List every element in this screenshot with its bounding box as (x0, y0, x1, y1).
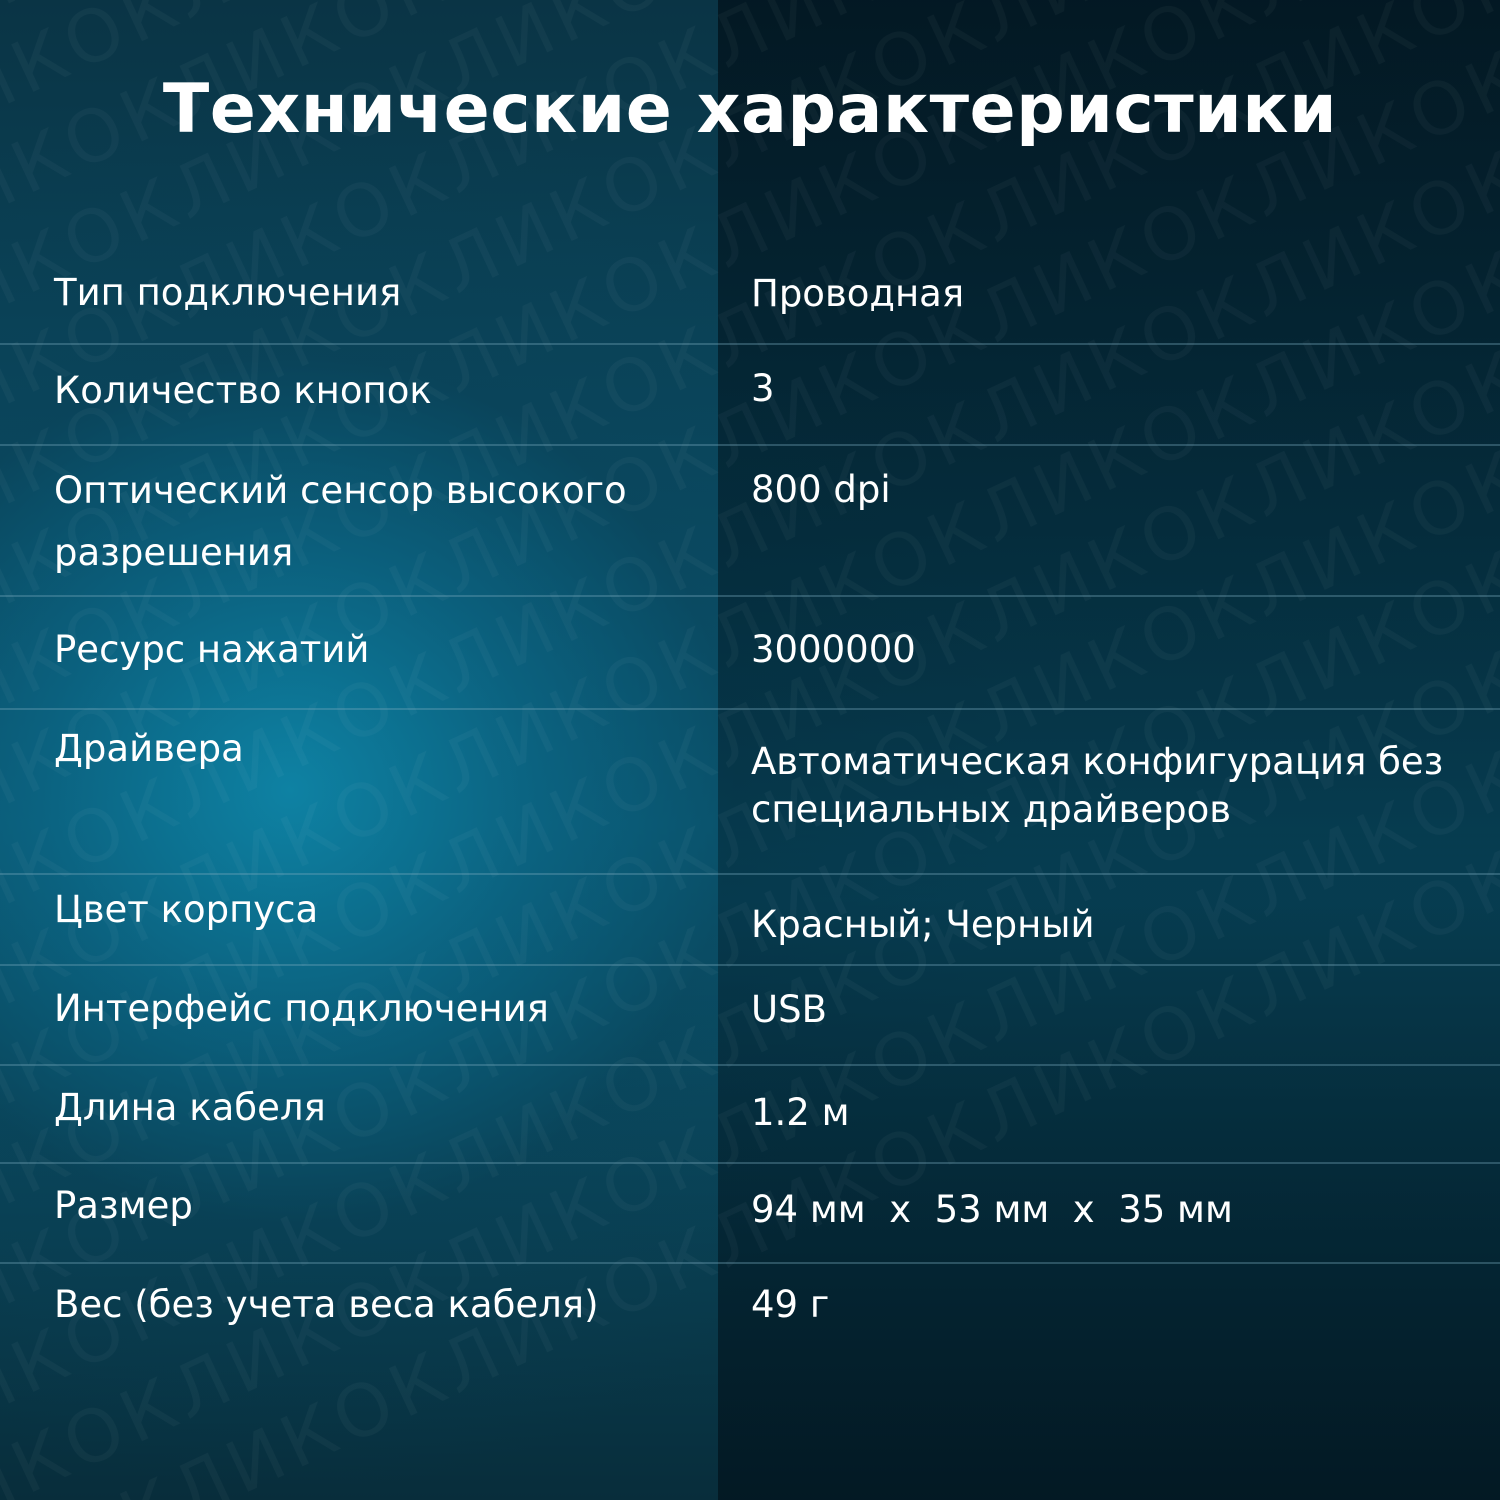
spec-value: 1.2 м (751, 1091, 850, 1134)
spec-label: Цвет корпуса (54, 888, 319, 931)
spec-label: Тип подключения (54, 271, 402, 314)
spec-value: 49 г (751, 1283, 830, 1326)
row-divider (0, 708, 1500, 710)
spec-value: Красный; Черный (751, 903, 1095, 946)
row-divider (0, 873, 1500, 875)
spec-value: 800 dpi (751, 468, 891, 511)
spec-value: 94 мм x 53 мм x 35 мм (751, 1188, 1233, 1231)
spec-label: Вес (без учета веса кабеля) (54, 1283, 599, 1326)
spec-label: Драйвера (54, 727, 244, 770)
spec-value: 3000000 (751, 628, 916, 671)
page-title: Технические характеристики (162, 70, 1338, 149)
row-divider (0, 595, 1500, 597)
spec-value: Проводная (751, 272, 965, 315)
row-divider (0, 964, 1500, 966)
spec-label: Количество кнопок (54, 369, 432, 412)
spec-label: Оптический сенсор высокого разрешения (54, 469, 627, 574)
row-divider (0, 343, 1500, 345)
row-divider (0, 1162, 1500, 1164)
spec-label: Длина кабеля (54, 1086, 326, 1129)
spec-label: Размер (54, 1184, 193, 1227)
spec-label: Интерфейс подключения (54, 987, 549, 1030)
spec-value: USB (751, 988, 827, 1031)
spec-label: Ресурс нажатий (54, 628, 370, 671)
spec-value: Автоматическая конфигурация без специальных драйверов (751, 740, 1444, 831)
row-divider (0, 444, 1500, 446)
row-divider (0, 1064, 1500, 1066)
row-divider (0, 1262, 1500, 1264)
spec-value: 3 (751, 367, 775, 410)
